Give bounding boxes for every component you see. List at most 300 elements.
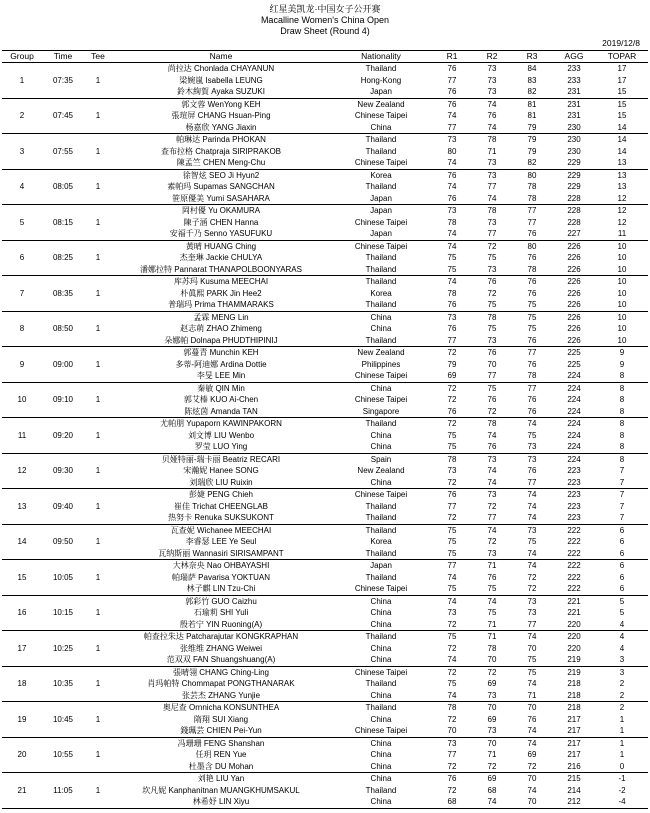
round3-score: 77: [512, 382, 552, 394]
round1-score: 75: [432, 524, 472, 536]
tee-number: [84, 370, 112, 382]
tee-time: [42, 240, 84, 252]
aggregate-score: 224: [567, 430, 581, 440]
to-par: 2: [619, 690, 625, 700]
round2-score: 77: [487, 371, 497, 380]
to-par: 5: [619, 608, 625, 617]
player-name: 贝娅特丽-瑞卡丽 Beatriz RECARI: [112, 453, 330, 465]
round3-score: 75: [527, 537, 537, 546]
round1-score: 77: [447, 122, 457, 132]
table-row: [2, 595, 648, 607]
player-nationality: New Zealand: [330, 98, 432, 110]
aggregate-score: 220: [567, 643, 581, 653]
to-par: 6: [596, 524, 648, 536]
round2-score: 71: [472, 560, 512, 572]
player-nationality: Philippines: [361, 359, 401, 369]
aggregate-score: 221: [552, 595, 596, 607]
tee-time: 10:45: [52, 714, 74, 724]
table-row: [2, 690, 648, 702]
table-row: [2, 548, 648, 560]
group-number: 9: [19, 359, 25, 369]
player-nationality: Chinese Taipei: [354, 726, 408, 735]
table-row: [2, 181, 648, 193]
to-par: 5: [596, 595, 648, 607]
round1-score: 77: [447, 750, 457, 759]
to-par: 4: [596, 631, 648, 643]
tee-number: 1: [95, 146, 101, 156]
to-par: 10: [596, 311, 648, 323]
group-number: [2, 548, 42, 560]
round3-score: 76: [527, 229, 537, 238]
player-name: 陳子涵 CHEN Hanna: [183, 217, 259, 227]
round3-score: 70: [527, 643, 537, 653]
aggregate-score: 230: [567, 122, 581, 132]
player-name: 陳孟竺 CHEN Meng-Chu: [176, 158, 266, 167]
aggregate-score: 227: [567, 229, 581, 238]
round2-score: 77: [487, 513, 497, 522]
to-par: 1: [619, 750, 625, 759]
aggregate-score: 226: [552, 276, 596, 288]
group-number: [2, 631, 42, 643]
player-name: 热努卡 Renuka SUKSUKONT: [168, 513, 274, 522]
sheet-date: 2019/12/8: [602, 38, 640, 48]
player-nationality: Chinese Taipei: [354, 111, 408, 120]
player-nationality: China: [370, 324, 392, 333]
tee-time: [42, 595, 84, 607]
to-par: 17: [617, 75, 627, 85]
player-name: 林子麒 LIN Tzu-Chi: [186, 584, 256, 593]
group-number: 3: [19, 146, 25, 156]
table-row: [2, 335, 648, 347]
group-number: [2, 370, 42, 382]
round1-score: 72: [432, 418, 472, 430]
round1-score: 74: [447, 158, 457, 167]
group-number: [2, 418, 42, 430]
player-nationality: Thailand: [330, 702, 432, 714]
group-number: 13: [17, 501, 27, 511]
table-row: [2, 323, 648, 335]
round2-score: 73: [487, 690, 497, 700]
round3-score: 76: [527, 288, 537, 298]
event-title-english: Macalline Women's China Open: [260, 15, 390, 25]
round3-score: 72: [527, 761, 537, 771]
round3-score: 73: [512, 524, 552, 536]
tee-number: [84, 560, 112, 572]
aggregate-score: 224: [552, 382, 596, 394]
player-nationality: Thailand: [365, 335, 397, 345]
tee-time: [42, 98, 84, 110]
tee-time: [42, 276, 84, 288]
tee-time: [42, 583, 84, 595]
round2-score: 76: [487, 395, 497, 404]
round3-score: 76: [527, 466, 537, 475]
player-name: 张维维 ZHANG Weiwei: [179, 643, 263, 653]
round1-score: 73: [432, 134, 472, 146]
to-par: 15: [617, 111, 627, 120]
round2-score: 72: [487, 406, 497, 416]
round1-score: 78: [447, 288, 457, 298]
group-number: 6: [19, 253, 25, 262]
table-row: [2, 631, 648, 643]
group-number: 7: [19, 288, 25, 298]
table-row: [2, 725, 648, 737]
player-nationality: China: [370, 430, 392, 440]
player-nationality: China: [370, 122, 392, 132]
player-name: 張晴翎 CHANG Ching-Ling: [112, 666, 330, 678]
player-nationality: China: [330, 796, 432, 808]
group-number: [2, 193, 42, 205]
player-name: 潘娜拉特 Pannarat THANAPOLBOONYARAS: [140, 264, 302, 274]
player-nationality: Thailand: [330, 134, 432, 146]
to-par: 6: [619, 584, 625, 593]
round2-score: 73: [487, 75, 497, 85]
aggregate-score: 219: [552, 666, 596, 678]
table-row: [2, 560, 648, 572]
player-name: 尚拉达 Chonlada CHAYANUN: [112, 63, 330, 75]
aggregate-score: 228: [567, 193, 581, 203]
to-par: -1: [596, 773, 648, 785]
round1-score: 74: [447, 182, 457, 191]
round1-score: 77: [432, 560, 472, 572]
tee-time: 10:15: [52, 608, 74, 617]
player-nationality: Japan: [330, 560, 432, 572]
to-par: 13: [596, 169, 648, 181]
round2-score: 74: [487, 122, 497, 132]
tee-time: [42, 654, 84, 666]
table-row: [2, 512, 648, 524]
to-par: 10: [617, 324, 627, 333]
tee-number: 1: [95, 679, 101, 688]
player-nationality: Thailand: [330, 418, 432, 430]
round1-score: 76: [432, 63, 472, 75]
player-nationality: Japan: [370, 87, 392, 96]
round3-score: 76: [527, 359, 537, 369]
player-name: 罗莹 LUO Ying: [194, 442, 248, 451]
player-name: 崔佳 Trichat CHEENGLAB: [174, 501, 268, 511]
tee-number: [84, 418, 112, 430]
round2-score: 76: [487, 572, 497, 582]
round2-score: 77: [487, 182, 497, 191]
aggregate-score: 229: [552, 169, 596, 181]
round1-score: 72: [447, 714, 457, 724]
group-number: [2, 169, 42, 181]
player-nationality: Thailand: [330, 631, 432, 643]
tee-time: [42, 548, 84, 560]
group-number: [2, 98, 42, 110]
round3-score: 74: [512, 631, 552, 643]
round3-score: 79: [512, 134, 552, 146]
table-row: [2, 643, 648, 655]
aggregate-score: 226: [552, 240, 596, 252]
group-number: 15: [17, 572, 27, 582]
aggregate-score: 226: [567, 335, 581, 345]
player-name: 錢珮芸 CHIEN Pei-Yun: [180, 726, 262, 735]
round3-score: 75: [527, 430, 537, 440]
aggregate-score: 230: [552, 134, 596, 146]
aggregate-score: 223: [567, 477, 581, 487]
player-name: 鈴木絢賀 Ayaka SUZUKI: [177, 87, 265, 96]
table-row: [2, 205, 648, 217]
tee-number: 1: [95, 288, 101, 298]
round2-score: 75: [487, 608, 497, 617]
round3-score: 76: [527, 406, 537, 416]
tee-number: 1: [95, 324, 101, 333]
table-row: [2, 98, 648, 110]
round2-score: 73: [487, 264, 497, 274]
aggregate-score: 233: [567, 75, 581, 85]
player-name: 坎凡妮 Kanphanitnan MUANGKHUMSAKUL: [142, 785, 300, 795]
round2-score: 68: [487, 785, 497, 795]
r1-column-header: R1: [432, 51, 472, 63]
player-name: 范双双 FAN Shuangshuang(A): [166, 655, 276, 664]
tee-time: [42, 773, 84, 785]
to-par: 10: [617, 288, 627, 298]
group-number: [2, 619, 42, 631]
to-par: 10: [617, 335, 627, 345]
round2-score: 72: [487, 501, 497, 511]
player-nationality: Spain: [330, 453, 432, 465]
round1-score: 75: [432, 631, 472, 643]
aggregate-score: 224: [552, 453, 596, 465]
tee-number: [84, 631, 112, 643]
draw-sheet-table: [2, 50, 648, 809]
group-number: [2, 773, 42, 785]
to-par: 15: [617, 87, 627, 96]
player-nationality: Thailand: [330, 276, 432, 288]
round2-score: 72: [487, 761, 497, 771]
tee-number: 1: [95, 182, 101, 191]
group-number: 2: [19, 111, 25, 120]
round1-score: 75: [447, 253, 457, 262]
player-nationality: China: [330, 311, 432, 323]
table-row: [2, 536, 648, 548]
round3-score: 73: [512, 453, 552, 465]
table-row: [2, 572, 648, 584]
player-name: 孟霖 MENG Lin: [112, 311, 330, 323]
group-number: [2, 524, 42, 536]
round2-score: 72: [472, 666, 512, 678]
to-par: 2: [619, 679, 625, 688]
player-name: 赵志萌 ZHAO Zhimeng: [180, 324, 262, 333]
round2-score: 74: [472, 595, 512, 607]
player-name: 帕查拉朱达 Patcharajutar KONGKRAPHAN: [112, 631, 330, 643]
round2-score: 70: [472, 702, 512, 714]
player-name: 郭文蓉 WenYong KEH: [112, 98, 330, 110]
tee-number: [84, 690, 112, 702]
tee-number: 1: [95, 572, 101, 582]
to-par: 8: [619, 395, 625, 404]
tee-number: [84, 725, 112, 737]
round3-score: 76: [527, 395, 537, 404]
aggregate-score: 218: [567, 690, 581, 700]
aggregate-score: 230: [567, 146, 581, 156]
group-number: [2, 86, 42, 98]
table-row: [2, 122, 648, 134]
round3-score: 69: [527, 750, 537, 759]
group-number: 10: [17, 395, 27, 404]
player-name: 查布拉格 Chatpraja SIRIPRAKOB: [160, 146, 282, 156]
round2-score: 73: [487, 217, 497, 227]
aggregate-score: 223: [567, 501, 581, 511]
aggregate-score: 222: [552, 524, 596, 536]
to-par: 0: [619, 761, 625, 771]
tee-time: 10:35: [52, 679, 74, 688]
table-row: [2, 785, 648, 797]
round3-score: 76: [527, 335, 537, 345]
player-name: 刘艳 LIU Yan: [112, 773, 330, 785]
tee-time: [42, 122, 84, 134]
to-par: 10: [617, 253, 627, 262]
tee-number: [84, 98, 112, 110]
round3-score: 77: [512, 205, 552, 217]
round3-score: 78: [527, 193, 537, 203]
group-number: 8: [19, 324, 25, 333]
player-nationality: China: [330, 773, 432, 785]
table-row: [2, 110, 648, 122]
round1-score: 76: [447, 324, 457, 333]
to-par: 6: [596, 560, 648, 572]
player-nationality: China: [370, 714, 392, 724]
round1-score: 74: [447, 690, 457, 700]
player-name: 帕瑞萨 Pavarisa YOKTUAN: [171, 572, 271, 582]
round1-score: 75: [447, 264, 457, 274]
round3-score: 78: [527, 371, 537, 380]
round2-score: 78: [472, 134, 512, 146]
player-nationality: China: [370, 442, 392, 451]
player-nationality: China: [370, 750, 392, 759]
aggregate-score: 219: [567, 655, 581, 664]
table-row: [2, 796, 648, 808]
table-row: [2, 240, 648, 252]
tee-time: 10:05: [52, 572, 74, 582]
player-nationality: Chinese Taipei: [330, 666, 432, 678]
player-nationality: Chinese Taipei: [354, 395, 408, 404]
round1-score: 76: [447, 300, 457, 309]
player-name: 多蒂-阿迪娜 Ardina Dottie: [175, 359, 267, 369]
tee-number: [84, 347, 112, 359]
table-row: [2, 264, 648, 276]
round2-score: 70: [487, 359, 497, 369]
round2-score: 78: [472, 205, 512, 217]
aggregate-score: 229: [567, 182, 581, 191]
player-name: 大林奈央 Nao OHBAYASHI: [112, 560, 330, 572]
aggregate-score: 231: [567, 87, 581, 96]
aggregate-score: 220: [567, 619, 581, 629]
table-row: [2, 737, 648, 749]
round2-score: 73: [487, 335, 497, 345]
player-name: 尤帕朋 Yupaporn KAWINPAKORN: [112, 418, 330, 430]
round1-score: 72: [432, 666, 472, 678]
player-name: 刘文博 LIU Wenbo: [187, 430, 255, 440]
aggregate-score: 222: [552, 560, 596, 572]
table-row: [2, 75, 648, 87]
aggregate-score: 225: [552, 347, 596, 359]
round1-score: 70: [447, 726, 457, 735]
group-number: 5: [19, 217, 25, 227]
to-par: 8: [596, 453, 648, 465]
group-number: 21: [17, 785, 27, 795]
player-name: 郭艾榛 KUO Ai-Chen: [183, 395, 259, 404]
player-name: 素帕玛 Supamas SANGCHAN: [167, 182, 275, 191]
to-par: 8: [619, 442, 625, 451]
tee-time: [42, 619, 84, 631]
tee-number: [84, 63, 112, 75]
tee-time: [42, 489, 84, 501]
group-number: [2, 335, 42, 347]
round2-score: 69: [487, 679, 497, 688]
aggregate-score: 233: [552, 63, 596, 75]
tee-number: [84, 86, 112, 98]
round3-score: 75: [512, 311, 552, 323]
to-par: 6: [619, 537, 625, 546]
group-number: [2, 63, 42, 75]
player-nationality: Korea: [370, 537, 392, 546]
round1-score: 75: [447, 584, 457, 593]
round1-score: 80: [447, 146, 457, 156]
aggregate-score: 224: [567, 395, 581, 404]
group-number: 14: [17, 537, 27, 546]
to-par: 1: [619, 726, 625, 735]
round3-score: 76: [527, 714, 537, 724]
table-row: [2, 465, 648, 477]
tee-number: [84, 240, 112, 252]
group-number: [2, 122, 42, 134]
round1-score: 74: [447, 229, 457, 238]
round1-score: 76: [447, 87, 457, 96]
round3-score: 74: [527, 548, 537, 558]
group-number: [2, 560, 42, 572]
round3-score: 70: [512, 773, 552, 785]
aggregate-score: 226: [567, 324, 581, 333]
to-par: 3: [619, 655, 625, 664]
tee-number: 1: [95, 75, 101, 85]
tee-number: 1: [95, 217, 101, 227]
to-par: 1: [596, 737, 648, 749]
group-number: [2, 702, 42, 714]
table-body: [2, 63, 648, 809]
round3-score: 77: [527, 477, 537, 487]
round1-score: 72: [447, 477, 457, 487]
round2-score: 73: [472, 63, 512, 75]
round3-score: 70: [512, 702, 552, 714]
table-row: [2, 761, 648, 773]
tee-time: [42, 134, 84, 146]
round3-score: 73: [527, 608, 537, 617]
tee-time: 09:20: [52, 430, 74, 440]
tee-number: [84, 453, 112, 465]
player-name: 笹原優美 Yumi SASAHARA: [172, 193, 270, 203]
round1-score: 74: [432, 276, 472, 288]
round3-score: 82: [527, 158, 537, 167]
to-par: 7: [619, 477, 625, 487]
round1-score: 78: [432, 453, 472, 465]
round2-score: 73: [472, 453, 512, 465]
tee-time: [42, 311, 84, 323]
table-row: [2, 702, 648, 714]
player-nationality: Japan: [370, 229, 392, 238]
tee-time: [42, 524, 84, 536]
group-number: [2, 382, 42, 394]
round1-score: 72: [432, 347, 472, 359]
aggregate-score: 223: [552, 489, 596, 501]
to-par: 10: [617, 300, 627, 309]
table-row: [2, 619, 648, 631]
player-nationality: Singapore: [362, 406, 400, 416]
tee-time: 11:05: [53, 785, 73, 795]
tee-time: [42, 441, 84, 453]
table-row: [2, 157, 648, 169]
tee-number: [84, 773, 112, 785]
